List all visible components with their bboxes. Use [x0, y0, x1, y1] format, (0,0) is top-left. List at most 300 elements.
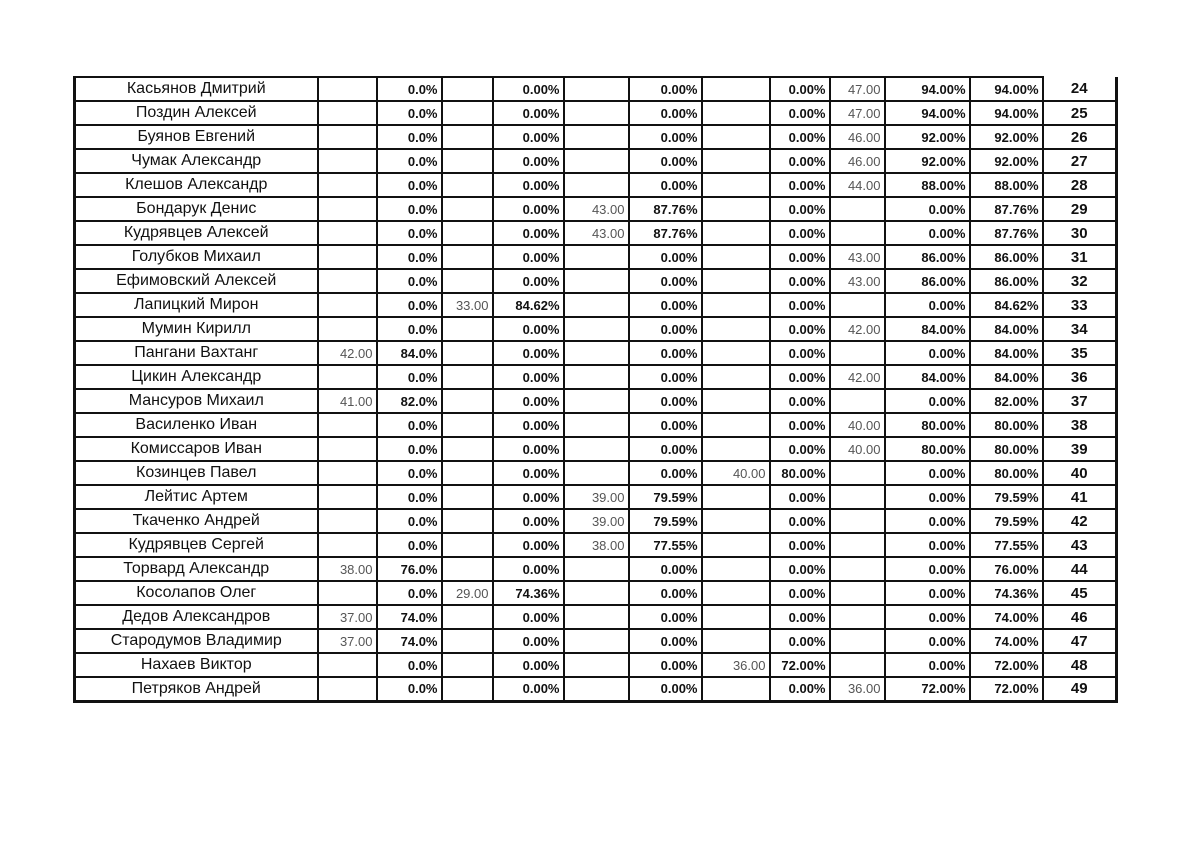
stage2-score-cell — [442, 557, 493, 581]
table-row — [75, 197, 1117, 221]
stage1-score-cell — [318, 461, 377, 485]
total-percent-cell: 87.76% — [970, 221, 1043, 245]
stage4-percent-cell: 0.00% — [770, 341, 830, 365]
stage4-percent-cell: 0.00% — [770, 293, 830, 317]
stage5-score-cell — [830, 461, 885, 485]
total-percent-cell: 87.76% — [970, 197, 1043, 221]
stage1-percent-cell: 0.0% — [377, 125, 442, 149]
rank-number-cell: 41 — [1043, 485, 1117, 509]
table-row — [75, 629, 1117, 653]
stage3-percent-cell: 0.00% — [629, 653, 702, 677]
stage4-percent-cell: 0.00% — [770, 389, 830, 413]
stage1-score-cell — [318, 101, 377, 125]
stage2-percent-cell: 0.00% — [493, 653, 564, 677]
stage1-score-cell — [318, 221, 377, 245]
stage2-score-cell — [442, 245, 493, 269]
stage1-score-cell — [318, 437, 377, 461]
stage5-score-cell — [830, 509, 885, 533]
stage1-percent-cell: 0.0% — [377, 677, 442, 701]
stage3-score-cell: 39.00 — [564, 485, 629, 509]
stage5-percent-cell: 0.00% — [885, 581, 970, 605]
stage2-percent-cell: 0.00% — [493, 413, 564, 437]
participant-name-cell: Чумак Александр — [75, 149, 318, 173]
stage5-percent-cell: 0.00% — [885, 629, 970, 653]
total-percent-cell: 92.00% — [970, 149, 1043, 173]
participant-name-cell: Косолапов Олег — [75, 581, 318, 605]
stage3-score-cell — [564, 653, 629, 677]
total-percent-cell: 80.00% — [970, 437, 1043, 461]
stage3-score-cell — [564, 245, 629, 269]
participant-name-cell: Козинцев Павел — [75, 461, 318, 485]
stage1-percent-cell: 0.0% — [377, 413, 442, 437]
stage2-percent-cell: 84.62% — [493, 293, 564, 317]
stage1-percent-cell: 74.0% — [377, 605, 442, 629]
stage4-percent-cell: 0.00% — [770, 509, 830, 533]
stage3-percent-cell: 0.00% — [629, 557, 702, 581]
participant-name-cell: Ткаченко Андрей — [75, 509, 318, 533]
stage1-score-cell — [318, 677, 377, 701]
table-row — [75, 533, 1117, 557]
stage4-score-cell — [702, 533, 770, 557]
stage3-score-cell: 38.00 — [564, 533, 629, 557]
stage1-score-cell — [318, 485, 377, 509]
stage5-percent-cell: 0.00% — [885, 557, 970, 581]
stage3-score-cell — [564, 629, 629, 653]
stage5-score-cell: 47.00 — [830, 77, 885, 101]
stage5-score-cell: 47.00 — [830, 101, 885, 125]
stage4-percent-cell: 0.00% — [770, 365, 830, 389]
stage5-score-cell — [830, 197, 885, 221]
participant-name-cell: Клешов Александр — [75, 173, 318, 197]
stage5-score-cell — [830, 293, 885, 317]
table-row — [75, 365, 1117, 389]
stage3-percent-cell: 0.00% — [629, 629, 702, 653]
stage1-score-cell: 42.00 — [318, 341, 377, 365]
stage4-percent-cell: 0.00% — [770, 557, 830, 581]
stage2-percent-cell: 0.00% — [493, 509, 564, 533]
stage2-percent-cell: 0.00% — [493, 317, 564, 341]
stage5-percent-cell: 0.00% — [885, 389, 970, 413]
stage5-score-cell — [830, 605, 885, 629]
participant-name-cell: Бондарук Денис — [75, 197, 318, 221]
total-percent-cell: 86.00% — [970, 245, 1043, 269]
stage3-score-cell — [564, 293, 629, 317]
stage4-score-cell — [702, 389, 770, 413]
participant-name-cell: Лейтис Артем — [75, 485, 318, 509]
stage3-score-cell: 43.00 — [564, 197, 629, 221]
stage3-percent-cell: 0.00% — [629, 149, 702, 173]
stage4-percent-cell: 0.00% — [770, 605, 830, 629]
table-row — [75, 341, 1117, 365]
stage5-percent-cell: 0.00% — [885, 293, 970, 317]
stage1-score-cell — [318, 509, 377, 533]
table-row — [75, 101, 1117, 125]
stage3-score-cell — [564, 677, 629, 701]
stage5-score-cell — [830, 653, 885, 677]
participant-name-cell: Стародумов Владимир — [75, 629, 318, 653]
stage3-percent-cell: 0.00% — [629, 365, 702, 389]
participant-name-cell: Лапицкий Мирон — [75, 293, 318, 317]
stage5-score-cell: 44.00 — [830, 173, 885, 197]
stage5-percent-cell: 92.00% — [885, 149, 970, 173]
stage4-score-cell — [702, 581, 770, 605]
stage3-percent-cell: 79.59% — [629, 509, 702, 533]
rank-number-cell: 48 — [1043, 653, 1117, 677]
stage4-score-cell — [702, 365, 770, 389]
stage2-score-cell — [442, 365, 493, 389]
stage5-score-cell: 40.00 — [830, 413, 885, 437]
stage1-percent-cell: 0.0% — [377, 437, 442, 461]
stage1-score-cell — [318, 533, 377, 557]
total-percent-cell: 76.00% — [970, 557, 1043, 581]
stage3-percent-cell: 87.76% — [629, 197, 702, 221]
total-percent-cell: 84.62% — [970, 293, 1043, 317]
stage3-percent-cell: 0.00% — [629, 173, 702, 197]
stage4-score-cell — [702, 317, 770, 341]
stage2-percent-cell: 0.00% — [493, 101, 564, 125]
stage5-percent-cell: 94.00% — [885, 77, 970, 101]
table-row — [75, 461, 1117, 485]
rank-number-cell: 25 — [1043, 101, 1117, 125]
rank-number-cell: 30 — [1043, 221, 1117, 245]
stage1-percent-cell: 0.0% — [377, 101, 442, 125]
stage1-percent-cell: 76.0% — [377, 557, 442, 581]
table-row — [75, 245, 1117, 269]
stage5-percent-cell: 86.00% — [885, 245, 970, 269]
stage4-percent-cell: 72.00% — [770, 653, 830, 677]
rank-number-cell: 33 — [1043, 293, 1117, 317]
stage3-score-cell: 39.00 — [564, 509, 629, 533]
stage2-score-cell: 33.00 — [442, 293, 493, 317]
rank-number-cell: 49 — [1043, 677, 1117, 701]
stage2-percent-cell: 0.00% — [493, 173, 564, 197]
rank-number-cell: 39 — [1043, 437, 1117, 461]
stage4-percent-cell: 80.00% — [770, 461, 830, 485]
stage5-percent-cell: 0.00% — [885, 509, 970, 533]
total-percent-cell: 72.00% — [970, 653, 1043, 677]
stage1-percent-cell: 0.0% — [377, 149, 442, 173]
table-row — [75, 77, 1117, 101]
stage3-score-cell: 43.00 — [564, 221, 629, 245]
stage1-score-cell — [318, 125, 377, 149]
rank-number-cell: 43 — [1043, 533, 1117, 557]
table-row — [75, 149, 1117, 173]
stage5-score-cell — [830, 581, 885, 605]
stage1-score-cell — [318, 581, 377, 605]
stage3-score-cell — [564, 605, 629, 629]
stage3-score-cell — [564, 461, 629, 485]
stage2-percent-cell: 0.00% — [493, 245, 564, 269]
stage2-percent-cell: 74.36% — [493, 581, 564, 605]
stage5-percent-cell: 84.00% — [885, 317, 970, 341]
stage2-score-cell — [442, 677, 493, 701]
total-percent-cell: 79.59% — [970, 485, 1043, 509]
rank-number-cell: 34 — [1043, 317, 1117, 341]
stage2-score-cell — [442, 317, 493, 341]
stage3-percent-cell: 0.00% — [629, 677, 702, 701]
stage2-percent-cell: 0.00% — [493, 437, 564, 461]
stage2-score-cell — [442, 173, 493, 197]
stage5-score-cell: 46.00 — [830, 125, 885, 149]
stage1-percent-cell: 0.0% — [377, 197, 442, 221]
stage2-score-cell — [442, 101, 493, 125]
table-row — [75, 605, 1117, 629]
stage1-percent-cell: 0.0% — [377, 173, 442, 197]
stage3-percent-cell: 0.00% — [629, 341, 702, 365]
stage3-percent-cell: 0.00% — [629, 605, 702, 629]
stage1-score-cell: 41.00 — [318, 389, 377, 413]
stage2-score-cell — [442, 77, 493, 101]
table-row — [75, 269, 1117, 293]
stage2-score-cell: 29.00 — [442, 581, 493, 605]
stage1-score-cell — [318, 293, 377, 317]
stage3-score-cell — [564, 413, 629, 437]
stage4-score-cell — [702, 413, 770, 437]
rank-number-cell: 37 — [1043, 389, 1117, 413]
stage5-score-cell: 42.00 — [830, 365, 885, 389]
total-percent-cell: 84.00% — [970, 317, 1043, 341]
total-percent-cell: 82.00% — [970, 389, 1043, 413]
total-percent-cell: 92.00% — [970, 125, 1043, 149]
stage4-score-cell — [702, 605, 770, 629]
participant-name-cell: Нахаев Виктор — [75, 653, 318, 677]
stage5-score-cell: 40.00 — [830, 437, 885, 461]
stage5-percent-cell: 88.00% — [885, 173, 970, 197]
stage3-percent-cell: 79.59% — [629, 485, 702, 509]
stage5-score-cell: 43.00 — [830, 245, 885, 269]
participant-name-cell: Кудрявцев Алексей — [75, 221, 318, 245]
participant-name-cell: Кудрявцев Сергей — [75, 533, 318, 557]
stage5-score-cell — [830, 629, 885, 653]
stage4-score-cell — [702, 629, 770, 653]
stage3-score-cell — [564, 77, 629, 101]
stage1-score-cell: 37.00 — [318, 629, 377, 653]
stage4-percent-cell: 0.00% — [770, 101, 830, 125]
participant-name-cell: Поздин Алексей — [75, 101, 318, 125]
total-percent-cell: 84.00% — [970, 365, 1043, 389]
stage4-percent-cell: 0.00% — [770, 677, 830, 701]
stage3-percent-cell: 0.00% — [629, 125, 702, 149]
stage5-percent-cell: 92.00% — [885, 125, 970, 149]
stage1-score-cell — [318, 269, 377, 293]
stage5-percent-cell: 80.00% — [885, 413, 970, 437]
table-row — [75, 173, 1117, 197]
total-percent-cell: 80.00% — [970, 413, 1043, 437]
stage4-score-cell — [702, 677, 770, 701]
stage4-percent-cell: 0.00% — [770, 149, 830, 173]
stage5-score-cell: 46.00 — [830, 149, 885, 173]
stage4-percent-cell: 0.00% — [770, 269, 830, 293]
table-row — [75, 677, 1117, 701]
stage2-score-cell — [442, 341, 493, 365]
stage2-score-cell — [442, 653, 493, 677]
stage3-percent-cell: 0.00% — [629, 101, 702, 125]
stage3-percent-cell: 0.00% — [629, 581, 702, 605]
stage5-score-cell: 36.00 — [830, 677, 885, 701]
participant-name-cell: Мумин Кирилл — [75, 317, 318, 341]
stage3-percent-cell: 0.00% — [629, 389, 702, 413]
stage1-score-cell — [318, 413, 377, 437]
stage4-score-cell — [702, 245, 770, 269]
stage4-percent-cell: 0.00% — [770, 197, 830, 221]
table-row — [75, 293, 1117, 317]
stage4-score-cell — [702, 149, 770, 173]
stage5-percent-cell: 72.00% — [885, 677, 970, 701]
stage4-percent-cell: 0.00% — [770, 581, 830, 605]
participant-name-cell: Цикин Александр — [75, 365, 318, 389]
stage5-score-cell: 43.00 — [830, 269, 885, 293]
stage2-score-cell — [442, 605, 493, 629]
stage3-percent-cell: 0.00% — [629, 413, 702, 437]
table-row — [75, 485, 1117, 509]
stage2-score-cell — [442, 149, 493, 173]
stage3-score-cell — [564, 317, 629, 341]
stage1-score-cell: 38.00 — [318, 557, 377, 581]
stage1-percent-cell: 0.0% — [377, 365, 442, 389]
rank-number-cell: 45 — [1043, 581, 1117, 605]
stage4-score-cell — [702, 125, 770, 149]
stage2-percent-cell: 0.00% — [493, 197, 564, 221]
stage3-percent-cell: 0.00% — [629, 269, 702, 293]
stage1-percent-cell: 82.0% — [377, 389, 442, 413]
rank-number-cell: 32 — [1043, 269, 1117, 293]
participant-name-cell: Голубков Михаил — [75, 245, 318, 269]
table-row — [75, 221, 1117, 245]
rank-number-cell: 38 — [1043, 413, 1117, 437]
rank-number-cell: 44 — [1043, 557, 1117, 581]
stage1-percent-cell: 0.0% — [377, 533, 442, 557]
stage3-score-cell — [564, 365, 629, 389]
total-percent-cell: 84.00% — [970, 341, 1043, 365]
stage4-score-cell — [702, 173, 770, 197]
stage2-percent-cell: 0.00% — [493, 677, 564, 701]
stage1-percent-cell: 0.0% — [377, 293, 442, 317]
stage3-score-cell — [564, 173, 629, 197]
table-row — [75, 125, 1117, 149]
stage2-percent-cell: 0.00% — [493, 389, 564, 413]
stage3-percent-cell: 0.00% — [629, 461, 702, 485]
stage2-percent-cell: 0.00% — [493, 605, 564, 629]
stage1-percent-cell: 0.0% — [377, 509, 442, 533]
stage2-percent-cell: 0.00% — [493, 149, 564, 173]
rank-number-cell: 26 — [1043, 125, 1117, 149]
stage1-percent-cell: 0.0% — [377, 317, 442, 341]
stage4-score-cell — [702, 77, 770, 101]
participant-name-cell: Торвард Александр — [75, 557, 318, 581]
stage4-score-cell — [702, 485, 770, 509]
stage3-score-cell — [564, 101, 629, 125]
stage4-score-cell — [702, 197, 770, 221]
stage4-percent-cell: 0.00% — [770, 125, 830, 149]
stage2-percent-cell: 0.00% — [493, 77, 564, 101]
stage4-score-cell — [702, 293, 770, 317]
stage1-percent-cell: 0.0% — [377, 485, 442, 509]
stage5-percent-cell: 0.00% — [885, 533, 970, 557]
total-percent-cell: 77.55% — [970, 533, 1043, 557]
stage5-percent-cell: 0.00% — [885, 605, 970, 629]
stage3-percent-cell: 87.76% — [629, 221, 702, 245]
stage4-percent-cell: 0.00% — [770, 245, 830, 269]
stage5-percent-cell: 94.00% — [885, 101, 970, 125]
total-percent-cell: 74.00% — [970, 605, 1043, 629]
participant-name-cell: Василенко Иван — [75, 413, 318, 437]
stage2-score-cell — [442, 389, 493, 413]
stage4-percent-cell: 0.00% — [770, 533, 830, 557]
participant-name-cell: Касьянов Дмитрий — [75, 77, 318, 101]
stage5-score-cell — [830, 389, 885, 413]
stage5-percent-cell: 86.00% — [885, 269, 970, 293]
stage4-percent-cell: 0.00% — [770, 437, 830, 461]
stage5-percent-cell: 0.00% — [885, 653, 970, 677]
stage3-percent-cell: 0.00% — [629, 317, 702, 341]
stage4-percent-cell: 0.00% — [770, 173, 830, 197]
stage1-percent-cell: 0.0% — [377, 269, 442, 293]
rank-number-cell: 36 — [1043, 365, 1117, 389]
results-table — [73, 76, 1118, 703]
stage4-score-cell: 36.00 — [702, 653, 770, 677]
stage1-percent-cell: 0.0% — [377, 653, 442, 677]
stage3-score-cell — [564, 125, 629, 149]
table-body — [75, 77, 1117, 701]
stage4-score-cell — [702, 101, 770, 125]
stage5-percent-cell: 84.00% — [885, 365, 970, 389]
stage4-score-cell — [702, 437, 770, 461]
stage5-percent-cell: 0.00% — [885, 461, 970, 485]
rank-number-cell: 40 — [1043, 461, 1117, 485]
stage3-percent-cell: 0.00% — [629, 245, 702, 269]
stage3-score-cell — [564, 581, 629, 605]
stage5-percent-cell: 0.00% — [885, 197, 970, 221]
stage1-percent-cell: 0.0% — [377, 581, 442, 605]
rank-number-cell: 29 — [1043, 197, 1117, 221]
participant-name-cell: Буянов Евгений — [75, 125, 318, 149]
stage5-score-cell — [830, 557, 885, 581]
stage3-score-cell — [564, 389, 629, 413]
stage1-percent-cell: 0.0% — [377, 221, 442, 245]
participant-name-cell: Комиссаров Иван — [75, 437, 318, 461]
stage2-percent-cell: 0.00% — [493, 557, 564, 581]
total-percent-cell: 88.00% — [970, 173, 1043, 197]
stage2-percent-cell: 0.00% — [493, 341, 564, 365]
stage1-score-cell: 37.00 — [318, 605, 377, 629]
stage4-score-cell — [702, 509, 770, 533]
table-row — [75, 581, 1117, 605]
stage1-percent-cell: 74.0% — [377, 629, 442, 653]
stage5-score-cell — [830, 485, 885, 509]
rank-number-cell: 42 — [1043, 509, 1117, 533]
stage5-score-cell — [830, 221, 885, 245]
rank-number-cell: 31 — [1043, 245, 1117, 269]
rank-number-cell: 47 — [1043, 629, 1117, 653]
total-percent-cell: 79.59% — [970, 509, 1043, 533]
stage4-percent-cell: 0.00% — [770, 413, 830, 437]
total-percent-cell: 72.00% — [970, 677, 1043, 701]
stage1-score-cell — [318, 653, 377, 677]
stage5-score-cell — [830, 341, 885, 365]
stage5-score-cell — [830, 533, 885, 557]
stage5-percent-cell: 0.00% — [885, 341, 970, 365]
participant-name-cell: Дедов Александров — [75, 605, 318, 629]
stage4-score-cell — [702, 269, 770, 293]
stage1-score-cell — [318, 77, 377, 101]
stage3-percent-cell: 0.00% — [629, 437, 702, 461]
stage1-score-cell — [318, 197, 377, 221]
table-row — [75, 413, 1117, 437]
table-row — [75, 509, 1117, 533]
stage5-percent-cell: 80.00% — [885, 437, 970, 461]
stage5-score-cell: 42.00 — [830, 317, 885, 341]
stage2-score-cell — [442, 269, 493, 293]
